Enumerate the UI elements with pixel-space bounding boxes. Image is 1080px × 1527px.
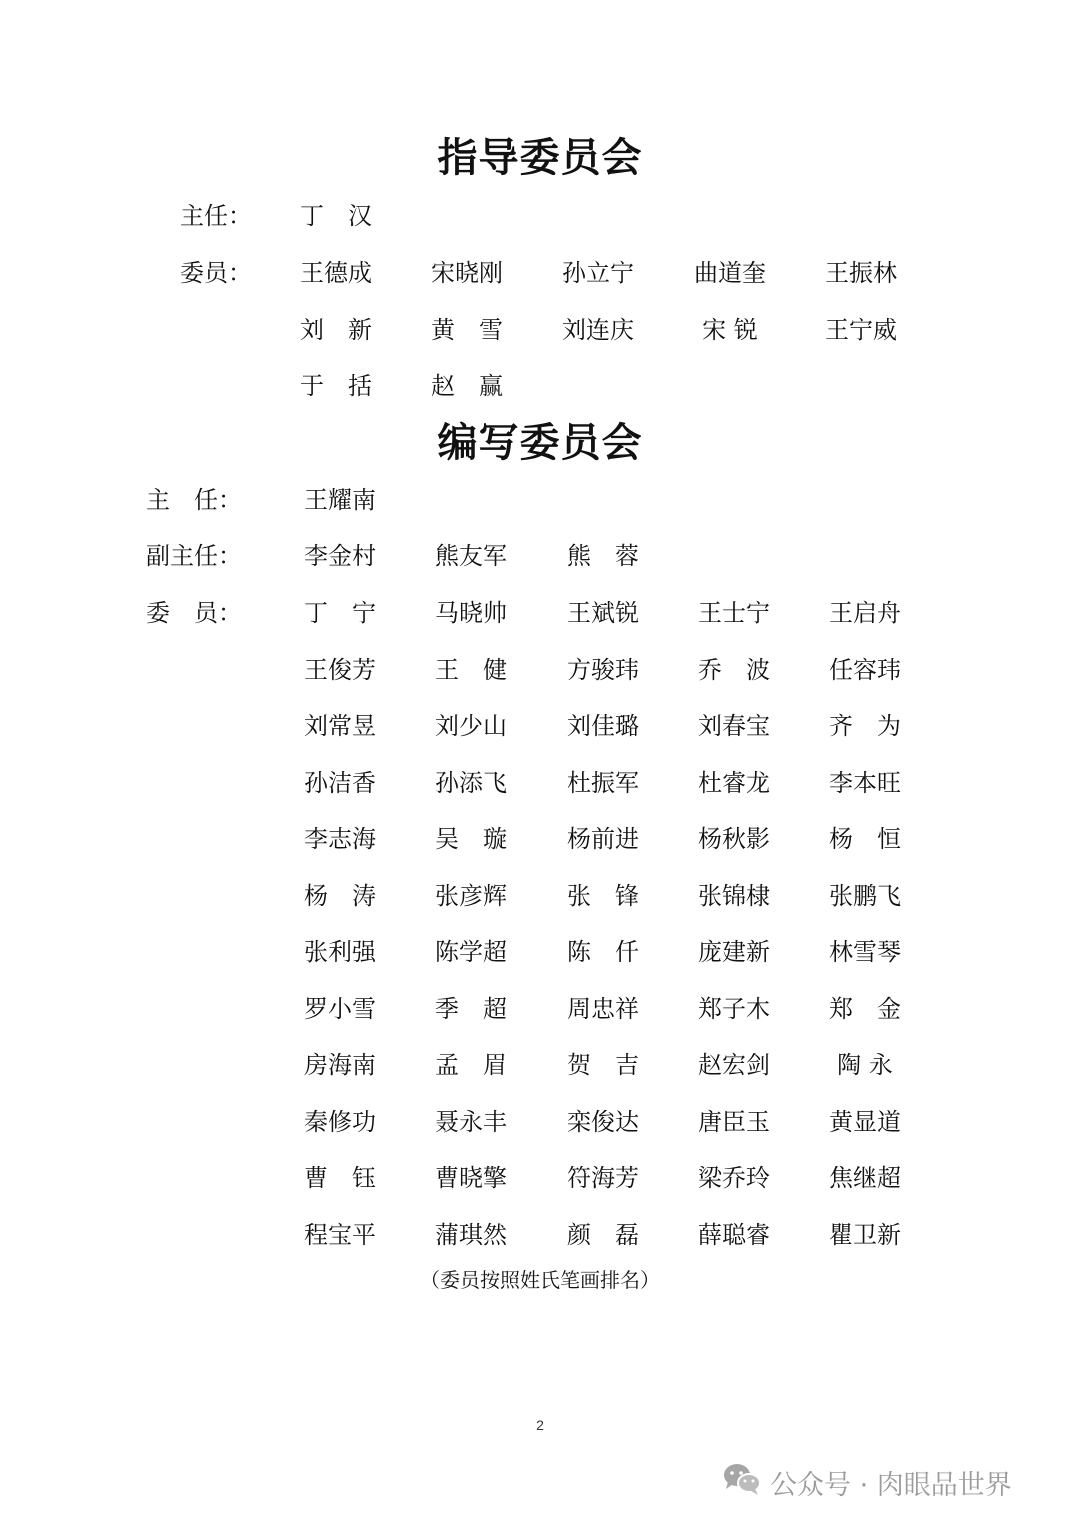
- director-label: 主任：: [180, 202, 252, 230]
- guidance-committee-title: 指导委员会: [437, 134, 643, 181]
- members-label: 委 员：: [146, 599, 242, 627]
- member-name: 刘少山: [435, 712, 507, 740]
- member-row: [0, 711, 1080, 741]
- member-name: 方骏玮: [567, 655, 639, 684]
- member-name: 张利强: [304, 938, 376, 966]
- member-name: 李本旺: [829, 768, 901, 797]
- vice-director-label: 副主任：: [146, 542, 242, 570]
- member-name: 吴 璇: [435, 825, 507, 853]
- member-name: 王振林: [825, 259, 897, 287]
- member-name: 蒲琪然: [435, 1220, 507, 1249]
- member-name: 王俊芳: [304, 655, 376, 684]
- member-name: 杨秋影: [698, 825, 770, 853]
- member-name: 王 健: [435, 655, 507, 684]
- member-name: 郑子木: [698, 994, 770, 1023]
- member-row: [0, 655, 1080, 685]
- member-name: 于 括: [300, 372, 372, 400]
- member-name: 栾俊达: [567, 1107, 639, 1136]
- member-name: 曲道奎: [694, 259, 766, 287]
- member-name: 贺 吉: [567, 1051, 639, 1079]
- member-name: 梁乔玲: [698, 1164, 770, 1192]
- wechat-icon: [722, 1462, 762, 1503]
- member-name: 陈 仟: [567, 938, 639, 966]
- member-name: 刘连庆: [562, 315, 634, 344]
- member-name: 赵宏剑: [698, 1051, 770, 1079]
- director-label: 主 任：: [146, 486, 242, 514]
- member-name: 张鹏飞: [829, 881, 901, 910]
- member-row: [0, 881, 1080, 911]
- member-name: 黄 雪: [431, 315, 503, 344]
- member-name: 马晓帅: [435, 599, 507, 627]
- member-name: 杜睿龙: [698, 768, 770, 797]
- member-name: 熊 蓉: [567, 542, 639, 570]
- member-name: 季 超: [435, 994, 507, 1023]
- member-name: 王耀南: [304, 486, 376, 514]
- member-name: 李志海: [304, 825, 376, 853]
- member-name: 刘春宝: [698, 712, 770, 740]
- member-name: 曹 钰: [304, 1164, 376, 1192]
- member-name: 杨 恒: [829, 825, 901, 853]
- member-row: [0, 768, 1080, 798]
- member-name: 程宝平: [304, 1220, 376, 1249]
- member-name: 符海芳: [567, 1164, 639, 1192]
- member-name: 赵 赢: [431, 372, 503, 400]
- member-name: 任容玮: [829, 655, 901, 684]
- member-row: [0, 994, 1080, 1024]
- member-name: 房海南: [304, 1051, 376, 1079]
- member-name: 丁 宁: [304, 599, 376, 627]
- member-name: 瞿卫新: [829, 1220, 901, 1249]
- member-name: 张 锋: [567, 881, 639, 910]
- member-name: 孙洁香: [304, 768, 376, 797]
- member-name: 颜 磊: [567, 1220, 639, 1249]
- member-name: 熊友军: [435, 542, 507, 570]
- page-number: 2: [536, 1417, 544, 1433]
- member-name: 周忠祥: [567, 994, 639, 1023]
- member-name: 黄显道: [829, 1107, 901, 1136]
- writing-committee-title: 编写委员会: [437, 419, 643, 466]
- member-name: 王斌锐: [567, 599, 639, 627]
- watermark: [722, 1462, 1012, 1502]
- member-name: 王宁威: [825, 315, 897, 344]
- member-name: 孟 眉: [435, 1051, 507, 1079]
- member-name: 刘常昱: [304, 712, 376, 740]
- member-row: [0, 598, 1080, 628]
- member-name: 张彦辉: [435, 881, 507, 910]
- member-name: 陈学超: [435, 938, 507, 966]
- member-name: 丁 汉: [300, 202, 372, 230]
- member-name: 孙立宁: [562, 259, 634, 287]
- member-name: 秦修功: [304, 1107, 376, 1136]
- member-order-note: （委员按照姓氏笔画排名）: [420, 1268, 660, 1292]
- director-row: [0, 201, 1080, 231]
- member-name: 李金村: [304, 542, 376, 570]
- member-row: [0, 371, 1080, 401]
- member-name: 孙添飞: [435, 768, 507, 797]
- member-name: 齐 为: [829, 712, 901, 740]
- member-name: 罗小雪: [304, 994, 376, 1023]
- watermark-text: 公众号 · 肉眼品世界: [770, 1469, 1012, 1501]
- members-label: 委员：: [180, 259, 252, 287]
- member-name: 唐臣玉: [698, 1107, 770, 1136]
- member-name: 林雪琴: [829, 938, 901, 966]
- member-name: 刘佳璐: [567, 712, 639, 740]
- member-row: [0, 258, 1080, 288]
- member-name: 宋晓刚: [431, 259, 503, 287]
- member-row: [0, 1107, 1080, 1137]
- member-name: 刘 新: [300, 315, 372, 344]
- member-name: 王士宁: [698, 599, 770, 627]
- member-row: [0, 824, 1080, 854]
- member-name: 宋 锐: [702, 315, 758, 344]
- member-row: [0, 1163, 1080, 1193]
- vice-director-row: [0, 541, 1080, 571]
- member-row: [0, 937, 1080, 967]
- member-name: 张锦棣: [698, 881, 770, 910]
- director-row: [0, 485, 1080, 515]
- member-row: [0, 1050, 1080, 1080]
- member-name: 杨前进: [567, 825, 639, 853]
- member-row: [0, 315, 1080, 345]
- member-name: 薛聪睿: [698, 1220, 770, 1249]
- member-row: [0, 1220, 1080, 1250]
- member-name: 曹晓擎: [435, 1164, 507, 1192]
- member-name: 王德成: [300, 259, 372, 287]
- member-name: 郑 金: [829, 994, 901, 1023]
- member-name: 杨 涛: [304, 881, 376, 910]
- member-name: 庞建新: [698, 938, 770, 966]
- member-name: 王启舟: [829, 599, 901, 627]
- member-name: 陶 永: [837, 1051, 893, 1079]
- member-name: 杜振军: [567, 768, 639, 797]
- member-name: 焦继超: [829, 1164, 901, 1192]
- member-name: 聂永丰: [435, 1107, 507, 1136]
- member-name: 乔 波: [698, 655, 770, 684]
